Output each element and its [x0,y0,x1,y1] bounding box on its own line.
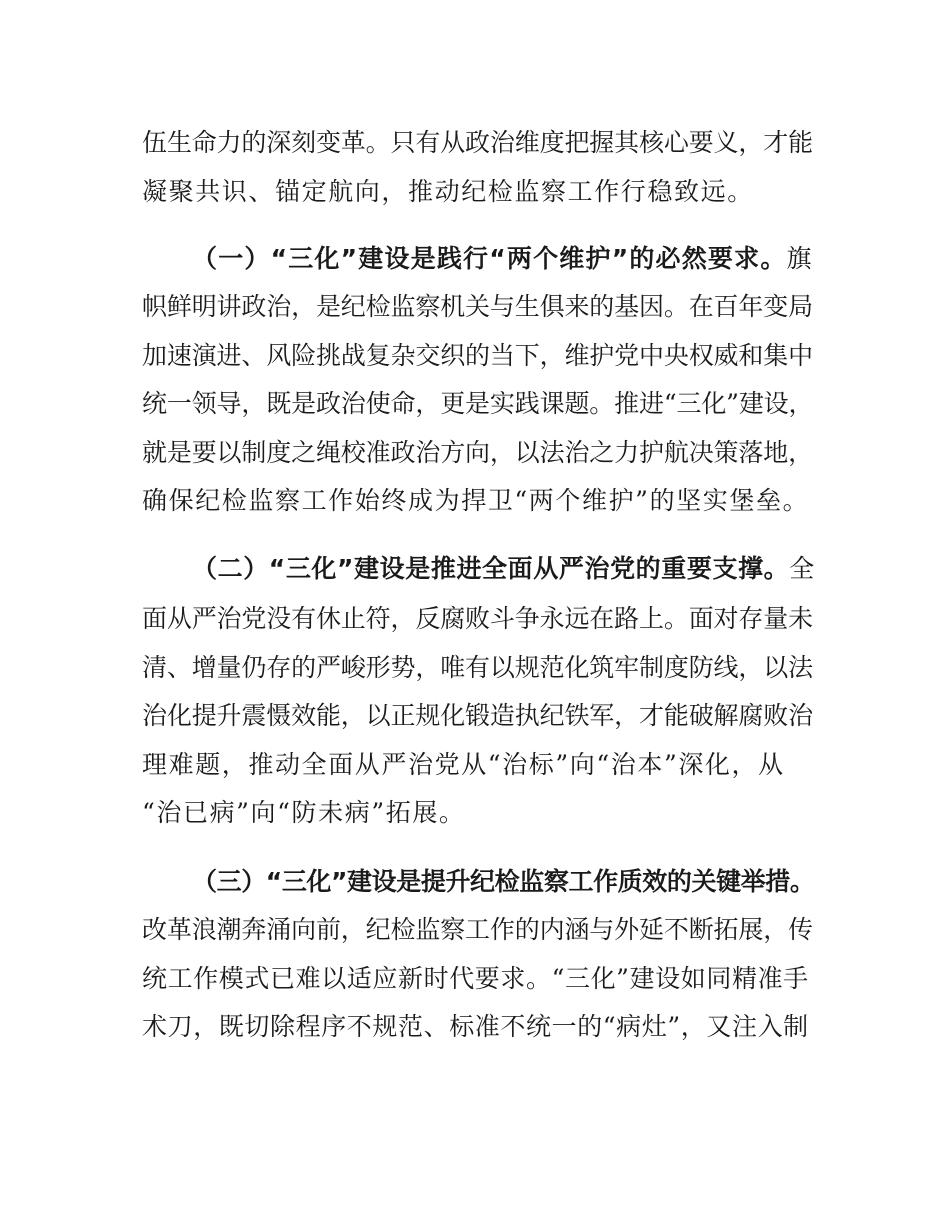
paragraph-line: 清、增量仍存的严峻形势，唯有以规范化筑牢制度防线，以法 [142,653,813,682]
section-2-first-line [192,554,815,584]
section-3-first-line [192,867,814,897]
paragraph-line: 理难题，推动全面从严治党从“治标”向“治本”深化，从 [142,750,785,779]
paragraph-line: 统工作模式已难以适应新时代要求。“三化”建设如同精准手 [142,964,809,993]
paragraph-line: 术刀，既切除程序不规范、标准不统一的“病灶”，又注入制 [142,1012,809,1041]
paragraph-line: 加速演进、风险挑战复杂交织的当下，维护党中央权威和集中 [142,341,813,370]
section-1-heading-tail: 旗 [786,244,814,273]
section-2-heading-tail: 全 [789,554,815,583]
paragraph-line: 统一领导，既是政治使命，更是实践课题。推进“三化”建设， [142,389,814,418]
paragraph-line: 就是要以制度之绳校准政治方向，以法治之力护航决策落地， [142,438,813,467]
paragraph-line: “治已病”向“防未病”拓展。 [142,798,466,827]
paragraph-line: 确保纪检监察工作始终成为捍卫“两个维护”的坚实堡垒。 [142,486,810,515]
paragraph-line: 面从严治党没有休止符，反腐败斗争永远在路上。面对存量未 [142,604,813,633]
section-2-heading: （二）“三化”建设是推进全面从严治党的重要支撑。 [192,554,790,583]
section-1-heading: （一）“三化”建设是践行“两个维护”的必然要求。 [192,244,787,273]
paragraph-line: 帜鲜明讲政治，是纪检监察机关与生俱来的基因。在百年变局 [142,292,813,321]
section-3-heading: （三）“三化”建设是提升纪检监察工作质效的关键举措。 [192,867,815,896]
paragraph-line: 伍生命力的深刻变革。只有从政治维度把握其核心要义，才能 [142,128,813,157]
section-1-first-line [192,244,813,274]
paragraph-line: 治化提升震慑效能，以正规化锻造执纪铁军，才能破解腐败治 [142,701,813,730]
paragraph-line: 改革浪潮奔涌向前，纪检监察工作的内涵与外延不断拓展，传 [142,915,813,944]
paragraph-line: 凝聚共识、锚定航向，推动纪检监察工作行稳致远。 [142,177,754,206]
